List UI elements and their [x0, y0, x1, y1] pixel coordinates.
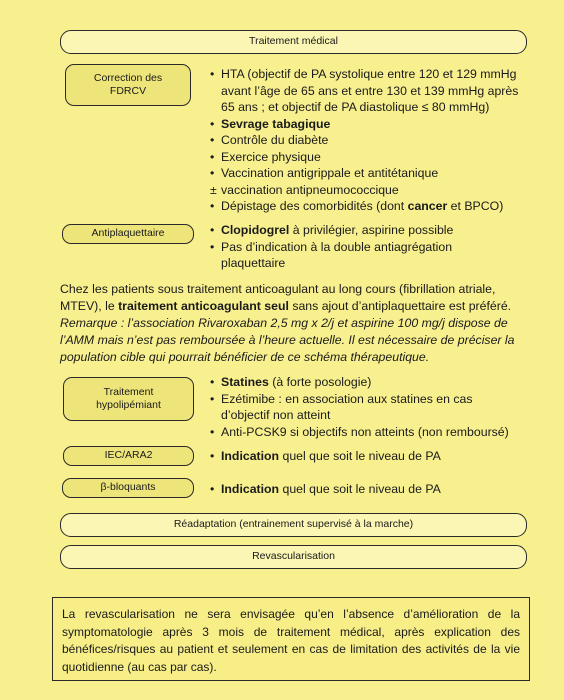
hypolipemiant-label-line1: Traitement [103, 385, 154, 398]
hypolipemiant-label-line2: hypolipémiant [96, 399, 161, 411]
fdrcv-label-line1: Correction des [93, 71, 163, 84]
antiplaquettaire-box [62, 224, 194, 244]
list-item: • Statines (à forte posologie) [210, 375, 372, 389]
list-item: • Contrôle du diabète [210, 133, 329, 147]
beta-bloquants-label: β-bloquants [100, 481, 156, 494]
revascularisation-label: Revascularisation [252, 550, 335, 563]
revascularisation-bar [60, 545, 527, 569]
fdrcv-list [210, 66, 528, 215]
list-item: • Indication quel que soit le niveau de PA [210, 482, 441, 496]
list-item: • Vaccination antigrippale et antitétanique [210, 166, 439, 180]
list-item: • Anti-PCSK9 si objectifs non atteints (non remboursé) [210, 424, 509, 439]
iec-list [210, 448, 520, 465]
list-item: • Dépistage des comorbidités (dont cancer et BPCO) [210, 199, 504, 213]
iec-ara2-label: IEC/ARA2 [104, 449, 153, 462]
list-item: • Indication quel que soit le niveau de PA [210, 449, 441, 463]
beta-bloquants-box [62, 478, 194, 498]
traitement-medical-bar [60, 30, 527, 54]
readaptation-bar [60, 513, 527, 537]
paragraph-line2: MTEV), le traitement anticoagulant seul sans ajout d’antiplaquettaire est préféré. [60, 299, 512, 313]
hypolipemiant-box [63, 377, 194, 421]
list-item: • Sevrage tabagique [210, 116, 331, 131]
list-item: • Exercice physique [210, 149, 321, 164]
list-item: • Pas d’indication à la double antiagrégation plaquettaire [210, 239, 453, 270]
antiplaquettaire-list [210, 222, 510, 272]
anticoagulant-paragraph [60, 281, 530, 366]
revascularisation-note: La revascularisation ne sera envisagée qu’en l’absence d’amélioration de la symptomatologie après 3 mois de traitement médical, après explication des bénéfices/risques au patient et seulement en cas de limitation des activités de la vie quotidienne (au cas par cas). [52, 597, 530, 681]
paragraph-remark: Remarque : l’association Rivaroxaban 2,5 mg x 2/j et aspirine 100 mg/j dispose de l’AMM mais n’est pas remboursée à l’heure actuelle. Il est nécessaire de préciser la population cible qui pourrait bénéficier de ce schéma thérapeutique. [60, 316, 515, 364]
readaptation-label: Réadaptation (entrainement supervisé à la marche) [173, 518, 414, 531]
list-item: • HTA (objectif de PA systolique entre 120 et 129 mmHg avant l’âge de 65 ans et entre 130 et 139 mmHg après 65 ans ; et objectif de PA diastolique ≤ 80 mmHg) [210, 67, 519, 114]
fdrcv-box [65, 64, 191, 106]
antiplaquettaire-label: Antiplaquettaire [91, 227, 165, 240]
list-item: • Clopidogrel à privilégier, aspirine possible [210, 223, 454, 237]
list-item: ± vaccination antipneumococcique [210, 182, 399, 197]
fdrcv-label-line2: FDRCV [109, 85, 147, 97]
iec-ara2-box [63, 446, 194, 466]
beta-list [210, 481, 520, 498]
list-item: • Ezétimibe : en association aux statines en cas d’objectif non atteint [210, 391, 473, 422]
traitement-medical-label: Traitement médical [249, 35, 338, 48]
paragraph-line1: Chez les patients sous traitement anticoagulant au long cours (fibrillation atriale, [60, 282, 496, 296]
hypolipemiant-list [210, 374, 520, 440]
